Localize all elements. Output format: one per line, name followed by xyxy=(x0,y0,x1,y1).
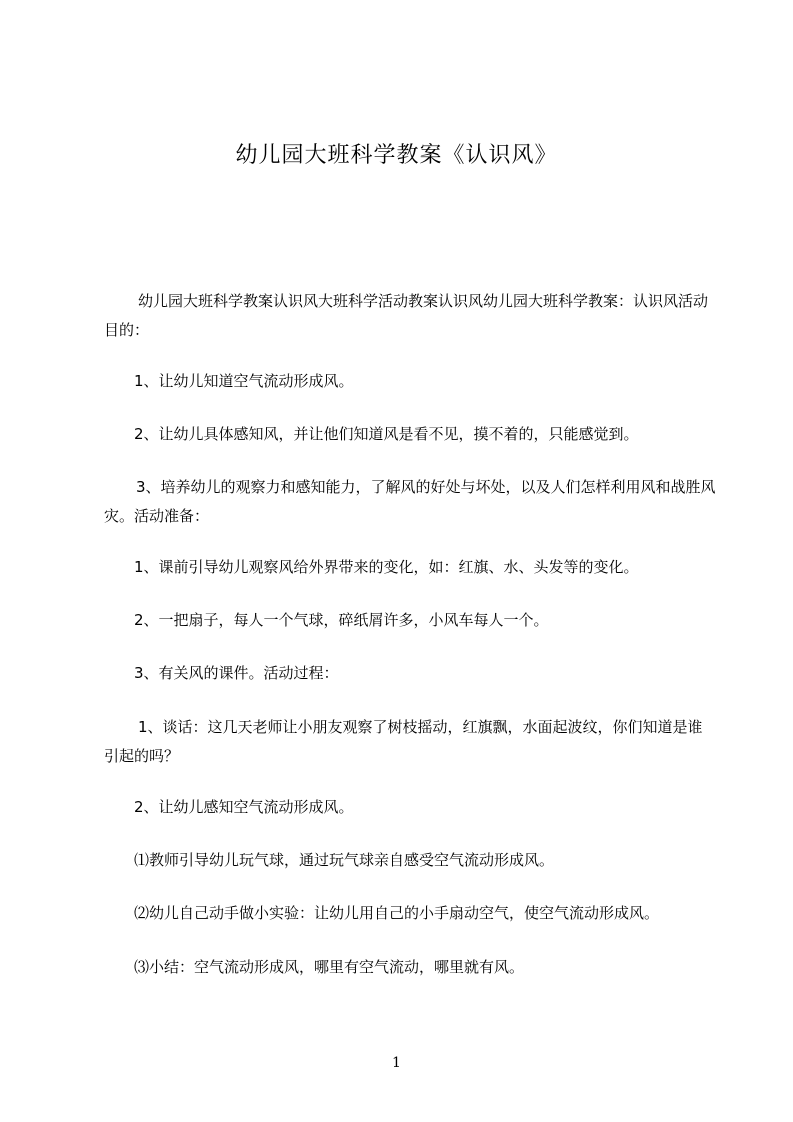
prep-item-3: 3、有关风的课件。活动过程： xyxy=(134,664,339,682)
process-item-1: 1、谈话：这几天老师让小朋友观察了树枝摇动，红旗飘，水面起波纹，你们知道是谁引起的吗？ xyxy=(104,718,703,765)
process-item-2: 2、让幼儿感知空气流动形成风。 xyxy=(134,798,354,816)
intro-paragraph: 幼儿园大班科学教案认识风大班科学活动教案认识风幼儿园大班科学教案：认识风活动目的： xyxy=(104,292,709,339)
sub-step-3: ⑶小结：空气流动形成风，哪里有空气流动，哪里就有风。 xyxy=(134,958,525,976)
goal-item-3: 3、培养幼儿的观察力和感知能力，了解风的好处与坏处，以及人们怎样利用风和战胜风灾。活动准备： xyxy=(104,478,716,525)
document-title: 幼儿园大班科学教案《认识风》 xyxy=(235,143,558,168)
goal-item-1: 1、让幼儿知道空气流动形成风。 xyxy=(134,372,354,390)
sub-step-2: ⑵幼儿自己动手做小实验：让幼儿用自己的小手扇动空气，使空气流动形成风。 xyxy=(134,904,660,922)
sub-step-1: ⑴教师引导幼儿玩气球，通过玩气球亲自感受空气流动形成风。 xyxy=(134,851,555,869)
goal-item-2: 2、让幼儿具体感知风，并让他们知道风是看不见，摸不着的，只能感觉到。 xyxy=(134,425,639,443)
page-number: 1 xyxy=(392,1055,401,1071)
prep-item-1: 1、课前引导幼儿观察风给外界带来的变化，如：红旗、水、头发等的变化。 xyxy=(134,558,639,576)
prep-item-2: 2、一把扇子，每人一个气球，碎纸屑许多，小风车每人一个。 xyxy=(134,611,549,629)
